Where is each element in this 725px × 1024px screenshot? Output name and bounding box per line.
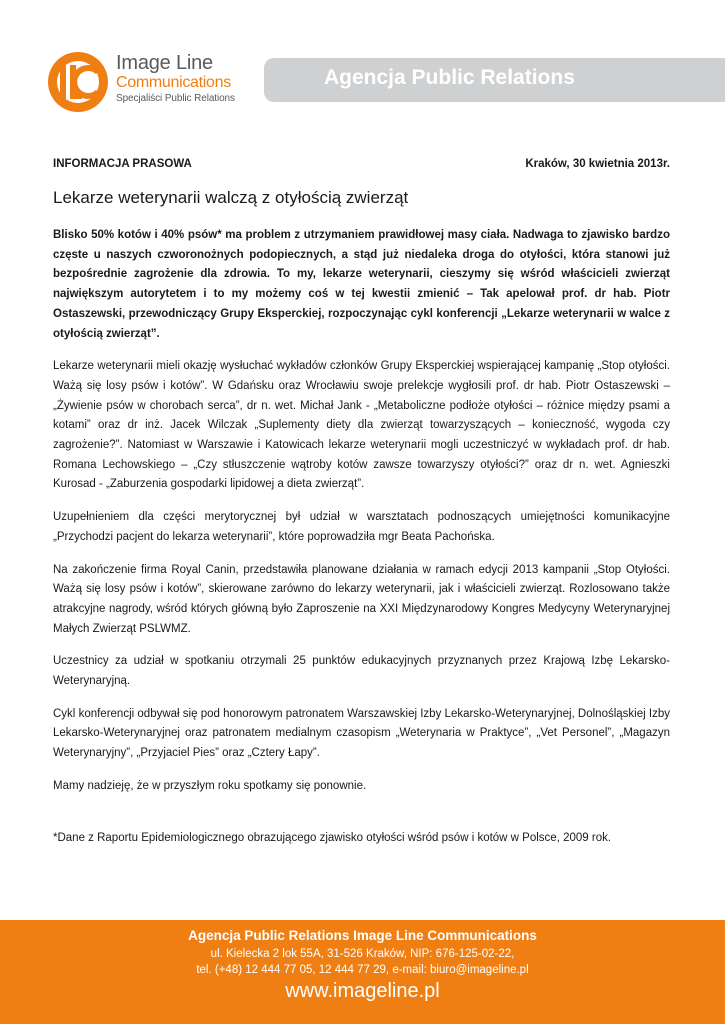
paragraph-closing: Mamy nadzieję, że w przyszłym roku spotkamy się ponownie.	[53, 779, 367, 792]
logo-text	[116, 52, 235, 106]
footer-contact: tel. (+48) 12 444 77 05, 12 444 77 29, e-mail: biuro@imageline.pl	[196, 964, 529, 976]
article-title: Lekarze weterynarii walczą z otyłością zwierząt	[53, 188, 409, 207]
footer-address: ul. Kielecka 2 lok 55A, 31-526 Kraków, NIP: 676-125-02-22,	[210, 948, 515, 960]
logo-line-image-line: Image Line	[116, 52, 213, 74]
header-banner	[264, 58, 725, 102]
paragraph-royal-canin: Na zakończenie firma Royal Canin, przedstawiła planowane działania w ramach edycji 2013 kampanii „Stop Otyłości. Ważą się losy psów i kotów”, skierowane zarówno do lekarzy weterynarii, jak i właścicieli zwierząt. Rozlosowano także atrakcyjne nagrody, wśród których główną było Zaproszenie na XXI Międzynarodowy Kongres Medycyny Weterynaryjnej Małych Zwierząt PSLWMZ.	[53, 563, 670, 635]
page-footer	[0, 920, 725, 1024]
footer-company-name: Agencja Public Relations Image Line Communications	[188, 928, 537, 943]
ilc-logo-mark-icon	[46, 50, 110, 114]
company-logo	[46, 50, 246, 114]
paragraph-patronage: Cykl konferencji odbywał się pod honorowym patronatem Warszawskiej Izby Lekarsko-Weterynaryjnej, Dolnośląskiej Izby Lekarsko-Weterynaryjnej oraz patronatem medialnym czasopism „Weterynaria w Praktyce”, „Vet Personel”, „Magazyn Weterynaryjny”, „Przyjaciel Pies” oraz „Cztery Łapy”.	[53, 707, 670, 760]
press-date: Kraków, 30 kwietnia 2013r.	[525, 158, 670, 170]
paragraph-lectures: Lekarze weterynarii mieli okazję wysłuchać wykładów członków Grupy Eksperckiej wspierającej kampanię „Stop otyłości. Ważą się losy psów i kotów”. W Gdańsku oraz Wrocławiu swoje prelekcje wygłosili prof. dr hab. Piotr Ostaszewski – „Żywienie psów w chorobach serca”, dr n. wet. Michał Jank - „Metaboliczne podłoże otyłości – różnice między psami a kotami” oraz dr inż. Jacek Wilczak „Suplementy diety dla zwierząt towarzyszących – konieczność, wygoda czy zagrożenie?”. Natomiast w Warszawie i Katowicach lekarze weterynarii mogli uczestniczyć w wykładach prof. dr hab. Romana Lechowskiego – „Czy stłuszczenie wątroby kotów zawsze towarzyszy otyłości?” oraz dr n. wet. Agnieszki Kurosad - „Zaburzenia gospodarki lipidowej a dieta zwierząt”.	[53, 360, 670, 491]
press-label: INFORMACJA PRASOWA	[53, 158, 192, 170]
lead-paragraph: Blisko 50% kotów i 40% psów* ma problem z utrzymaniem prawidłowej masy ciała. Nadwaga to zjawisko bardzo częste u naszych czworonożnych podopiecznych, a stąd już niedaleka droga do otyłości, która stanowi już bezpośrednie zagrożenie dla zdrowia. To my, lekarze weterynarii, cieszymy się wśród właścicieli zwierząt największym autorytetem i to my możemy coś w tej kwestii zmienić – Tak apelował prof. dr hab. Piotr Ostaszewski, przewodniczący Grupy Eksperckiej, rozpoczynając cykl konferencji „Lekarze weterynarii w walce z otyłością zwierząt”.	[53, 229, 670, 340]
footer-website-link[interactable]: www.imageline.pl	[285, 980, 440, 1002]
article-body	[53, 226, 670, 861]
footnote: *Dane z Raportu Epidemiologicznego obrazującego zjawisko otyłości wśród psów i kotów w Polsce, 2009 rok.	[53, 831, 612, 844]
paragraph-points: Uczestnicy za udział w spotkaniu otrzymali 25 punktów edukacyjnych przyznanych przez Krajową Izbę Lekarsko-Weterynaryjną.	[53, 655, 670, 688]
banner-title: Agencja Public Relations	[324, 66, 575, 89]
press-meta-row	[53, 158, 670, 176]
paragraph-workshops: Uzupełnieniem dla części merytorycznej był udział w warsztatach podnoszących umiejętności komunikacyjne „Przychodzi pacjent do lekarza weterynarii”, które poprowadziła mgr Beata Pachońska.	[53, 511, 670, 543]
page-header	[0, 0, 725, 130]
logo-line-communications: Communications	[116, 74, 231, 91]
logo-tagline: Specjaliści Public Relations	[116, 93, 235, 104]
